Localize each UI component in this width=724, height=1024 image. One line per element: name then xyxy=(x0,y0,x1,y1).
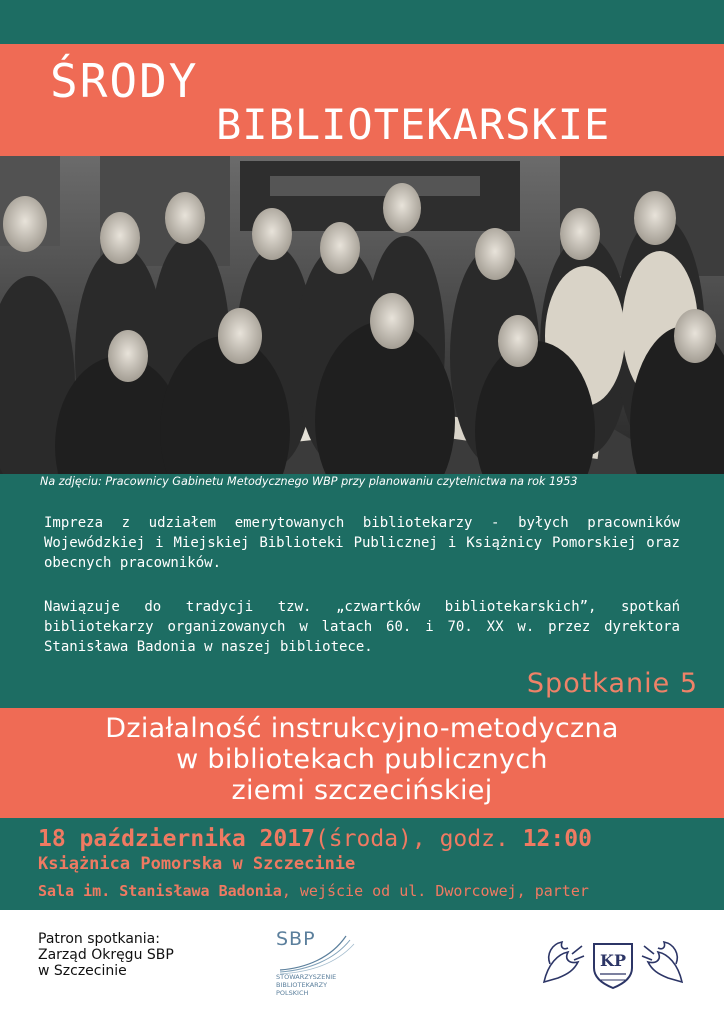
griffin-crest-icon xyxy=(538,934,688,990)
sbp-name-line-3: POLSKICH xyxy=(276,989,309,997)
patron-line-2: Zarząd Okręgu SBP xyxy=(38,947,174,963)
photo-caption: Na zdjęciu: Pracownicy Gabinetu Metodycznego WBP przy planowaniu czytelnictwa na rok 1953 xyxy=(40,475,578,488)
sbp-name-line-1: STOWARZYSZENIE xyxy=(276,973,337,981)
sbp-logo-name xyxy=(276,973,336,997)
description-paragraph-2: Nawiązuje do tradycji tzw. „czwartków bibliotekarskich”, spotkań bibliotekarzy organizowanych w latach 60. i 70. XX w. przez dyrektora Stanisława Badonia w naszej bibliotece. xyxy=(44,599,680,655)
event-room-line xyxy=(38,882,589,900)
title-line-1: ŚRODY xyxy=(50,54,199,108)
topic-line-1: Działalność instrukcyjno-metodyczna xyxy=(105,713,619,744)
sbp-name-line-2: BIBLIOTEKARZY xyxy=(276,981,328,989)
event-room: Sala im. Stanisława Badonia xyxy=(38,882,282,900)
title-line-2: BIBLIOTEKARSKIE xyxy=(216,100,611,149)
patron-line-1: Patron spotkania: xyxy=(38,931,160,947)
event-date-line xyxy=(38,826,592,852)
event-date: 18 października 2017 xyxy=(38,826,315,852)
kp-logo-letters: KP xyxy=(600,951,626,970)
sbp-logo-abbr: SBP xyxy=(276,928,316,950)
event-room-detail: , wejście od ul. Dworcowej, parter xyxy=(281,882,589,900)
description-paragraph-1: Impreza z udziałem emerytowanych bibliotekarzy - byłych pracowników Wojewódzkiej i Miejskiej Biblioteki Publicznej i Książnicy Pomorskiej oraz obecnych pracowników. xyxy=(44,515,680,571)
meeting-topic xyxy=(0,713,724,806)
archival-photo xyxy=(0,156,724,474)
event-venue: Książnica Pomorska w Szczecinie xyxy=(38,854,356,874)
meeting-label: Spotkanie 5 xyxy=(526,668,698,699)
event-time: 12:00 xyxy=(522,826,592,852)
patron-block xyxy=(38,931,174,979)
patron-line-3: w Szczecinie xyxy=(38,963,127,979)
topic-line-3: ziemi szczecińskiej xyxy=(231,775,493,806)
event-weekday: (środa), godz. xyxy=(314,826,509,852)
topic-line-2: w bibliotekach publicznych xyxy=(176,744,548,775)
